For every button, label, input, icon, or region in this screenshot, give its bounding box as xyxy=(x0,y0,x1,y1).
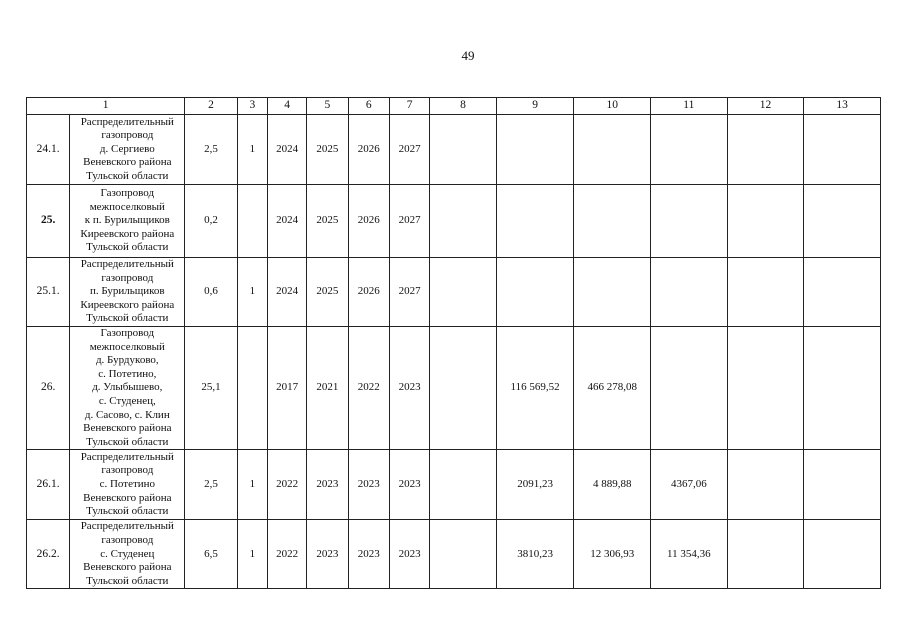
object-name-line: газопровод xyxy=(101,129,154,142)
cell-c13 xyxy=(804,115,881,185)
cell-c3: 1 xyxy=(237,115,267,185)
row-number: 25. xyxy=(27,185,70,258)
header-row xyxy=(27,98,881,115)
cell-c10: 12 306,93 xyxy=(574,520,651,589)
cell-c7: 2027 xyxy=(389,115,429,185)
cell-c6: 2023 xyxy=(348,520,389,589)
data-table xyxy=(26,97,881,589)
table-body xyxy=(27,115,881,589)
object-name-line: к п. Бурилыщиков xyxy=(84,214,170,227)
object-name xyxy=(70,115,185,185)
cell-c8 xyxy=(430,258,497,327)
cell-c3 xyxy=(237,326,267,449)
cell-c9: 2091,23 xyxy=(496,450,574,520)
cell-c10 xyxy=(574,258,651,327)
object-name-line: Тульской области xyxy=(86,169,169,182)
header-cell: 10 xyxy=(574,98,651,115)
cell-c4: 2022 xyxy=(267,450,306,520)
cell-c5: 2025 xyxy=(307,258,348,327)
cell-c11: 11 354,36 xyxy=(651,520,728,589)
table-row xyxy=(27,115,881,185)
object-name-line: Веневского района xyxy=(83,491,172,504)
cell-c10: 466 278,08 xyxy=(574,326,651,449)
cell-c4: 2017 xyxy=(267,326,306,449)
object-name-line: п. Бурильщиков xyxy=(89,285,165,298)
table-row xyxy=(27,258,881,327)
cell-c13 xyxy=(804,520,881,589)
table-row xyxy=(27,326,881,449)
cell-c11 xyxy=(651,115,728,185)
header-cell: 11 xyxy=(651,98,728,115)
object-name-line: межпоселковый xyxy=(89,340,165,353)
object-name-line: д. Сасово, с. Клин xyxy=(84,408,170,421)
object-name-line: газопровод xyxy=(101,464,154,477)
cell-c3 xyxy=(237,185,267,258)
object-name-line: Киреевского района xyxy=(80,227,175,240)
cell-c12 xyxy=(727,520,804,589)
cell-c9 xyxy=(496,185,574,258)
cell-c13 xyxy=(804,450,881,520)
header-cell: 6 xyxy=(348,98,389,115)
cell-c6: 2022 xyxy=(348,326,389,449)
cell-c13 xyxy=(804,326,881,449)
cell-c12 xyxy=(727,450,804,520)
cell-c4: 2022 xyxy=(267,520,306,589)
header-cell: 1 xyxy=(27,98,185,115)
object-name-line: с. Студенец, xyxy=(98,394,156,407)
object-name-line: Газопровод xyxy=(100,187,155,200)
cell-c5: 2025 xyxy=(307,185,348,258)
cell-c7: 2023 xyxy=(389,326,429,449)
cell-c10 xyxy=(574,115,651,185)
cell-c9: 3810,23 xyxy=(496,520,574,589)
table-row xyxy=(27,450,881,520)
header-cell: 3 xyxy=(237,98,267,115)
object-name-line: Тульской области xyxy=(86,241,169,254)
cell-c6: 2026 xyxy=(348,258,389,327)
cell-c11 xyxy=(651,326,728,449)
cell-c7: 2027 xyxy=(389,258,429,327)
cell-c7: 2027 xyxy=(389,185,429,258)
cell-c8 xyxy=(430,326,497,449)
object-name xyxy=(70,258,185,327)
object-name-line: Веневского района xyxy=(83,422,172,435)
cell-c11 xyxy=(651,185,728,258)
row-number: 26. xyxy=(27,326,70,449)
object-name-line: Тульской области xyxy=(86,574,169,587)
object-name xyxy=(70,520,185,589)
cell-c12 xyxy=(727,115,804,185)
cell-c13 xyxy=(804,185,881,258)
cell-c3: 1 xyxy=(237,450,267,520)
object-name xyxy=(70,185,185,258)
object-name-line: Тульской области xyxy=(86,505,169,518)
cell-c2: 2,5 xyxy=(185,450,237,520)
object-name-line: межпоселковый xyxy=(89,200,165,213)
header-cell: 12 xyxy=(727,98,804,115)
object-name-line: д. Улыбышево, xyxy=(92,381,163,394)
object-name-line: газопровод xyxy=(101,271,154,284)
object-name-line: с. Потетино, xyxy=(98,367,157,380)
cell-c2: 25,1 xyxy=(185,326,237,449)
cell-c11 xyxy=(651,258,728,327)
object-name-line: Веневского района xyxy=(83,156,172,169)
cell-c8 xyxy=(430,450,497,520)
header-cell: 13 xyxy=(804,98,881,115)
object-name-line: Распределительный xyxy=(80,520,174,533)
cell-c5: 2023 xyxy=(307,520,348,589)
cell-c11: 4367,06 xyxy=(651,450,728,520)
cell-c6: 2026 xyxy=(348,115,389,185)
table-row xyxy=(27,520,881,589)
header-cell: 4 xyxy=(267,98,306,115)
cell-c10: 4 889,88 xyxy=(574,450,651,520)
cell-c2: 6,5 xyxy=(185,520,237,589)
cell-c8 xyxy=(430,185,497,258)
cell-c7: 2023 xyxy=(389,450,429,520)
row-number: 24.1. xyxy=(27,115,70,185)
object-name-line: д. Сергиево xyxy=(99,142,155,155)
object-name-line: с. Студенец xyxy=(100,547,155,560)
object-name-line: газопровод xyxy=(101,533,154,546)
cell-c13 xyxy=(804,258,881,327)
cell-c8 xyxy=(430,115,497,185)
object-name-line: д. Бурдуково, xyxy=(95,354,159,367)
cell-c5: 2025 xyxy=(307,115,348,185)
cell-c3: 1 xyxy=(237,520,267,589)
cell-c7: 2023 xyxy=(389,520,429,589)
header-cell: 2 xyxy=(185,98,237,115)
header-cell: 5 xyxy=(307,98,348,115)
cell-c4: 2024 xyxy=(267,258,306,327)
cell-c5: 2023 xyxy=(307,450,348,520)
object-name xyxy=(70,450,185,520)
object-name-line: Тульской области xyxy=(86,312,169,325)
cell-c6: 2023 xyxy=(348,450,389,520)
object-name xyxy=(70,326,185,449)
cell-c12 xyxy=(727,258,804,327)
cell-c6: 2026 xyxy=(348,185,389,258)
cell-c12 xyxy=(727,326,804,449)
object-name-line: Распределительный xyxy=(80,115,174,128)
cell-c4: 2024 xyxy=(267,185,306,258)
object-name-line: Распределительный xyxy=(80,258,174,270)
cell-c2: 0,2 xyxy=(185,185,237,258)
cell-c5: 2021 xyxy=(307,326,348,449)
header-cell: 7 xyxy=(389,98,429,115)
object-name-line: Веневского района xyxy=(83,561,172,574)
cell-c9: 116 569,52 xyxy=(496,326,574,449)
cell-c8 xyxy=(430,520,497,589)
cell-c4: 2024 xyxy=(267,115,306,185)
header-cell: 9 xyxy=(496,98,574,115)
cell-c10 xyxy=(574,185,651,258)
cell-c2: 2,5 xyxy=(185,115,237,185)
cell-c9 xyxy=(496,115,574,185)
cell-c2: 0,6 xyxy=(185,258,237,327)
row-number: 25.1. xyxy=(27,258,70,327)
object-name-line: Тульской области xyxy=(86,435,169,448)
object-name-line: Киреевского района xyxy=(80,298,175,311)
object-name-line: Распределительный xyxy=(80,450,174,463)
header-cell: 8 xyxy=(430,98,497,115)
table-row xyxy=(27,185,881,258)
object-name-line: Газопровод xyxy=(100,326,155,339)
row-number: 26.2. xyxy=(27,520,70,589)
cell-c12 xyxy=(727,185,804,258)
cell-c3: 1 xyxy=(237,258,267,327)
object-name-line: с. Потетино xyxy=(99,478,156,491)
cell-c9 xyxy=(496,258,574,327)
page-number: 49 xyxy=(461,48,475,63)
row-number: 26.1. xyxy=(27,450,70,520)
